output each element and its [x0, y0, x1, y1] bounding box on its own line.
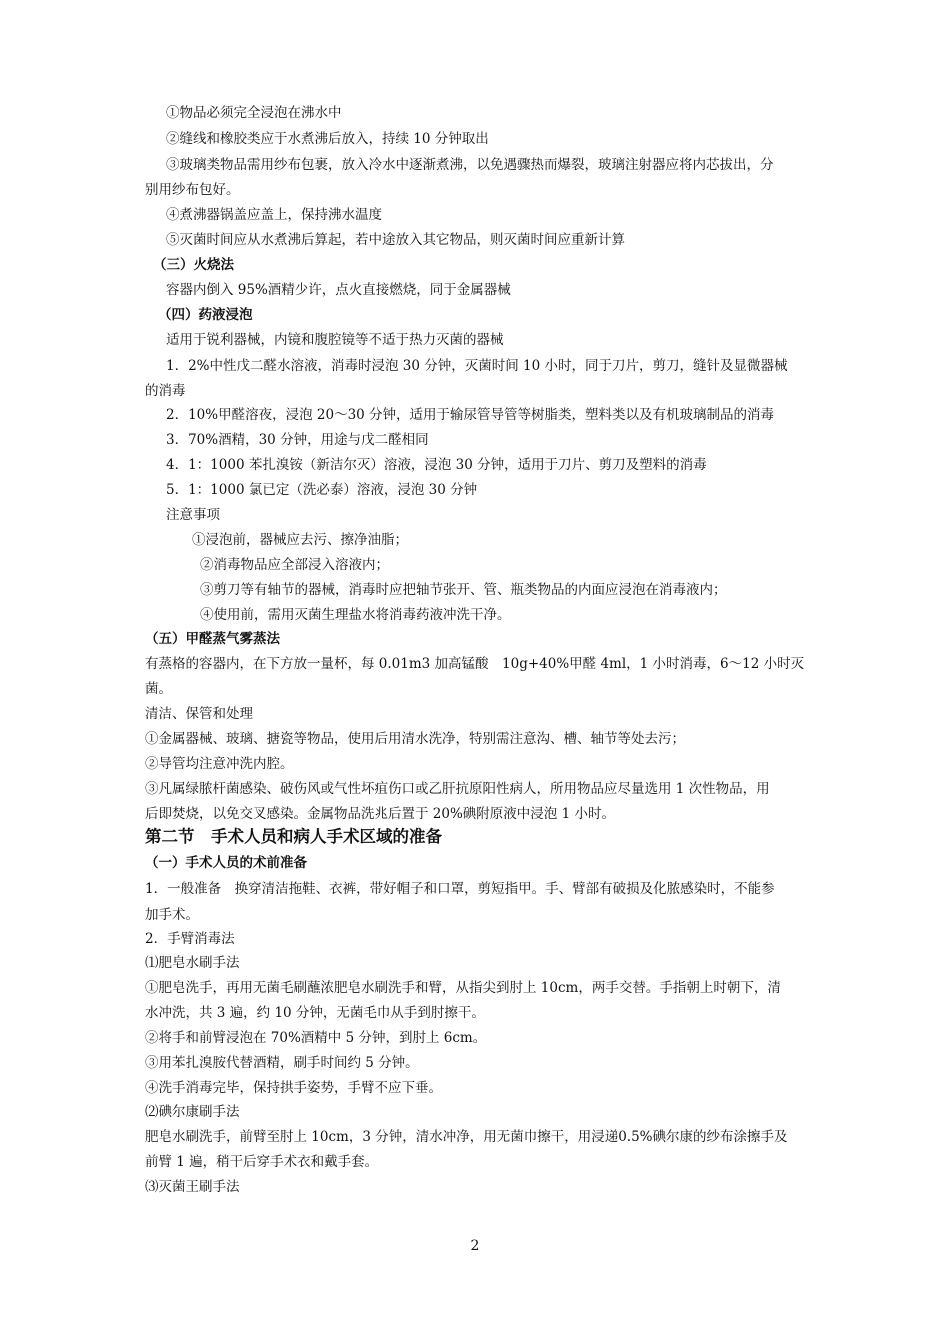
- boiling-note-4: ④煮沸器锅盖应盖上，保持沸水温度: [166, 207, 382, 223]
- precaution-2: ②消毒物品应全部浸入溶液内；: [200, 557, 389, 573]
- page-number: 2: [470, 1238, 480, 1254]
- soap-step-4: ④洗手消毒完毕，保持拱手姿势，手臂不应下垂。: [145, 1080, 442, 1096]
- heading-burning-method: （三）火烧法: [153, 257, 234, 273]
- heading-formaldehyde: （五）甲醛蒸气雾蒸法: [145, 631, 280, 647]
- soaking-item-1: 1．2%中性戊二醛水溶液，消毒时浸泡 30 分钟，灭菌时间 10 小时，同于刀片，剪刀，缝针及显微器械: [166, 358, 788, 374]
- soaking-item-4: 4．1：1000 苯扎溴铵（新洁尔灭）溶液，浸泡 30 分钟，适用于刀片、剪刀及塑料的消毒: [166, 457, 707, 473]
- soap-step-1: ①肥皂洗手，再用无菌毛刷蘸浓肥皂水刷洗手和臂，从指尖到肘上 10cm，两手交替。手指朝上时朝下，清: [145, 980, 781, 996]
- cleaning-item-3-cont: 后即焚烧，以免交叉感染。金属物品洗兆后置于 20%碘附原液中浸泡 1 小时。: [145, 806, 615, 822]
- soaking-intro: 适用于锐利器械，内镜和腹腔镜等不适于热力灭菌的器械: [166, 332, 504, 348]
- cleaning-label: 清洁、保管和处理: [145, 706, 253, 722]
- soap-step-2: ②将手和前臂浸泡在 70%酒精中 5 分钟，到肘上 6cm。: [145, 1030, 487, 1046]
- precaution-1: ①浸泡前，器械应去污、擦净油脂；: [192, 532, 408, 548]
- formaldehyde-text: 有蒸格的容器内，在下方放一量杯，每 0.01m3 加高锰酸 10g+40%甲醛 4ml，1 小时消毒，6～12 小时灭: [145, 656, 805, 672]
- boiling-note-5: ⑤灭菌时间应从水煮沸后算起，若中途放入其它物品，则灭菌时间应重新计算: [166, 232, 625, 248]
- cleaning-item-2: ②导管均注意冲洗内腔。: [145, 756, 294, 772]
- general-prep: 1．一般准备 换穿清洁拖鞋、衣裤，带好帽子和口罩，剪短指甲。手、臂部有破损及化脓感染时，不能参: [145, 881, 775, 897]
- iodophor-text: 肥皂水刷洗手，前臂至肘上 10cm，3 分钟，清水冲净，用无菌巾擦干，用浸递0.5%碘尔康的纱布涂擦手及: [145, 1129, 788, 1145]
- cleaning-item-3: ③凡属绿脓杆菌感染、破伤风或气性坏疽伤口或乙肝抗原阳性病人，所用物品应尽量选用 1 次性物品，用: [145, 781, 770, 797]
- iodophor-method: ⑵碘尔康刷手法: [145, 1104, 240, 1120]
- arm-disinfection: 2．手臂消毒法: [145, 931, 235, 947]
- formaldehyde-text-cont: 菌。: [145, 681, 172, 697]
- precautions-label: 注意事项: [166, 507, 220, 523]
- precaution-4: ④使用前，需用灭菌生理盐水将消毒药液冲洗干净。: [200, 607, 511, 623]
- boiling-note-1: ①物品必须完全浸泡在沸水中: [166, 105, 342, 121]
- iodophor-text-cont: 前臂 1 遍，稍干后穿手术衣和戴手套。: [145, 1154, 379, 1170]
- boiling-note-2: ②缝线和橡胶类应于水煮沸后放入，持续 10 分钟取出: [166, 131, 489, 147]
- heading-soaking: （四）药液浸泡: [158, 307, 253, 323]
- soap-step-3: ③用苯扎溴胺代替酒精，刷手时间约 5 分钟。: [145, 1055, 419, 1071]
- boiling-note-3: ③玻璃类物品需用纱布包裹，放入冷水中逐渐煮沸，以免遇骤热而爆裂，玻璃注射器应将内芯拔出，分: [166, 157, 774, 173]
- soaking-item-3: 3．70%酒精，30 分钟，用途与戊二醛相同: [166, 432, 429, 448]
- soaking-item-2: 2．10%甲醛溶夜，浸泡 20～30 分钟，适用于输尿管导管等树脂类，塑料类以及有机玻璃制品的消毒: [166, 407, 775, 423]
- general-prep-cont: 加手术。: [145, 907, 199, 923]
- cleaning-item-1: ①金属器械、玻璃、搪瓷等物品，使用后用清水洗净，特别需注意沟、槽、轴节等处去污；: [145, 731, 685, 747]
- soap-step-1-cont: 水冲洗，共 3 遍，约 10 分钟，无菌毛巾从手到肘擦干。: [145, 1005, 485, 1021]
- precaution-3: ③剪刀等有轴节的器械，消毒时应把轴节张开、管、瓶类物品的内面应浸泡在消毒液内；: [200, 582, 727, 598]
- soaking-item-5: 5．1：1000 氯已定（洗必泰）溶液，浸泡 30 分钟: [166, 482, 478, 498]
- section-heading: 第二节 手术人员和病人手术区域的准备: [145, 827, 442, 846]
- burning-text: 容器内倒入 95%酒精少许，点火直接燃烧，同于金属器械: [166, 282, 511, 298]
- sterilizer-king-method: ⑶灭菌王刷手法: [145, 1179, 240, 1195]
- boiling-note-3-cont: 别用纱布包好。: [145, 182, 240, 198]
- soap-brush-method: ⑴肥皂水刷手法: [145, 955, 240, 971]
- soaking-item-1-cont: 的消毒: [145, 383, 186, 399]
- subheading-staff-prep: （一）手术人员的术前准备: [145, 855, 307, 871]
